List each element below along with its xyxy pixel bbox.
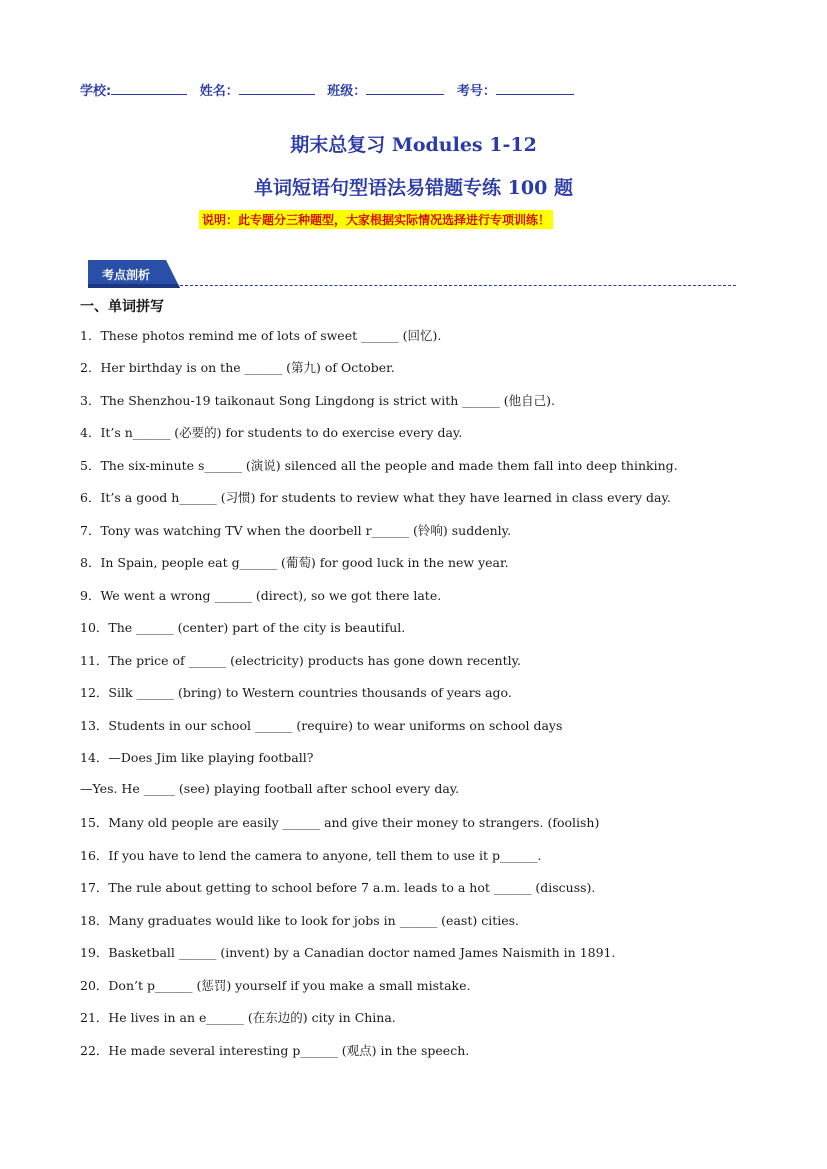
school-label: 学校: [80, 84, 112, 99]
document-subtitle: 单词短语句型语法易错题专练 100 题 [254, 177, 573, 199]
question-item: 4．It’s n______ (必要的) for students to do exercise every day. [80, 425, 463, 440]
question-item: 8．In Spain, people eat g______ (葡萄) for good luck in the new year. [80, 555, 509, 570]
section-tab [88, 260, 180, 288]
question-item: 2．Her birthday is on the ______ (第九) of October. [80, 360, 395, 375]
question-item: 3．The Shenzhou-19 taikonaut Song Lingdong is strict with ______ (他自己). [80, 393, 555, 408]
question-item: 18．Many graduates would like to look for jobs in ______ (east) cities. [80, 913, 520, 928]
question-item: 16．If you have to lend the camera to anyone, tell them to use it p______. [80, 848, 542, 863]
question-item: 6．It’s a good h______ (习惯) for students to review what they have learned in class every day. [80, 490, 671, 505]
name-label: 姓名： [199, 84, 239, 99]
class-field[interactable] [366, 83, 444, 95]
question-item: 15．Many old people are easily ______ and give their money to strangers. (foolish) [80, 815, 600, 830]
question-item: 19．Basketball ______ (invent) by a Canadian doctor named James Naismith in 1891. [80, 945, 616, 960]
question-item: 12．Silk ______ (bring) to Western countries thousands of years ago. [80, 685, 512, 700]
exam-number-label: 考号： [456, 84, 496, 99]
question-item: 22．He made several interesting p______ (观点) in the speech. [80, 1043, 470, 1058]
section-divider [180, 285, 736, 286]
exam-number-field[interactable] [496, 83, 574, 95]
question-item: 1．These photos remind me of lots of sweet ______ (回忆). [80, 328, 442, 343]
class-label: 班级： [327, 84, 367, 99]
tab-label: 考点剖析 [102, 268, 151, 282]
question-item: 7．Tony was watching TV when the doorbell r______ (铃响) suddenly. [80, 523, 512, 538]
instruction-note: 说明：此专题分三种题型，大家根据实际情况选择进行专项训练！ [199, 210, 553, 229]
section-title: 一、单词拼写 [80, 299, 164, 315]
student-info-header [80, 80, 574, 99]
school-field[interactable] [111, 83, 187, 95]
question-item: 13．Students in our school ______ (require) to wear uniforms on school days [80, 718, 563, 733]
question-item: 17．The rule about getting to school before 7 a.m. leads to a hot ______ (discuss). [80, 880, 596, 895]
question-item: 5．The six-minute s______ (演说) silenced all the people and made them fall into deep thinking. [80, 458, 678, 473]
question-item: 14．—Does Jim like playing football? [80, 750, 314, 765]
question-item: 9．We went a wrong ______ (direct), so we got there late. [80, 588, 442, 603]
question-item: 10．The ______ (center) part of the city is beautiful. [80, 620, 406, 635]
document-title: 期末总复习 Modules 1-12 [290, 134, 537, 156]
question-item: 11．The price of ______ (electricity) products has gone down recently. [80, 653, 521, 668]
question-item: 20．Don’t p______ (惩罚) yourself if you make a small mistake. [80, 978, 471, 993]
question-item: 21．He lives in an e______ (在东边的) city in China. [80, 1010, 396, 1025]
name-field[interactable] [239, 83, 315, 95]
question-item: —Yes. He _____ (see) playing football after school every day. [80, 781, 460, 796]
